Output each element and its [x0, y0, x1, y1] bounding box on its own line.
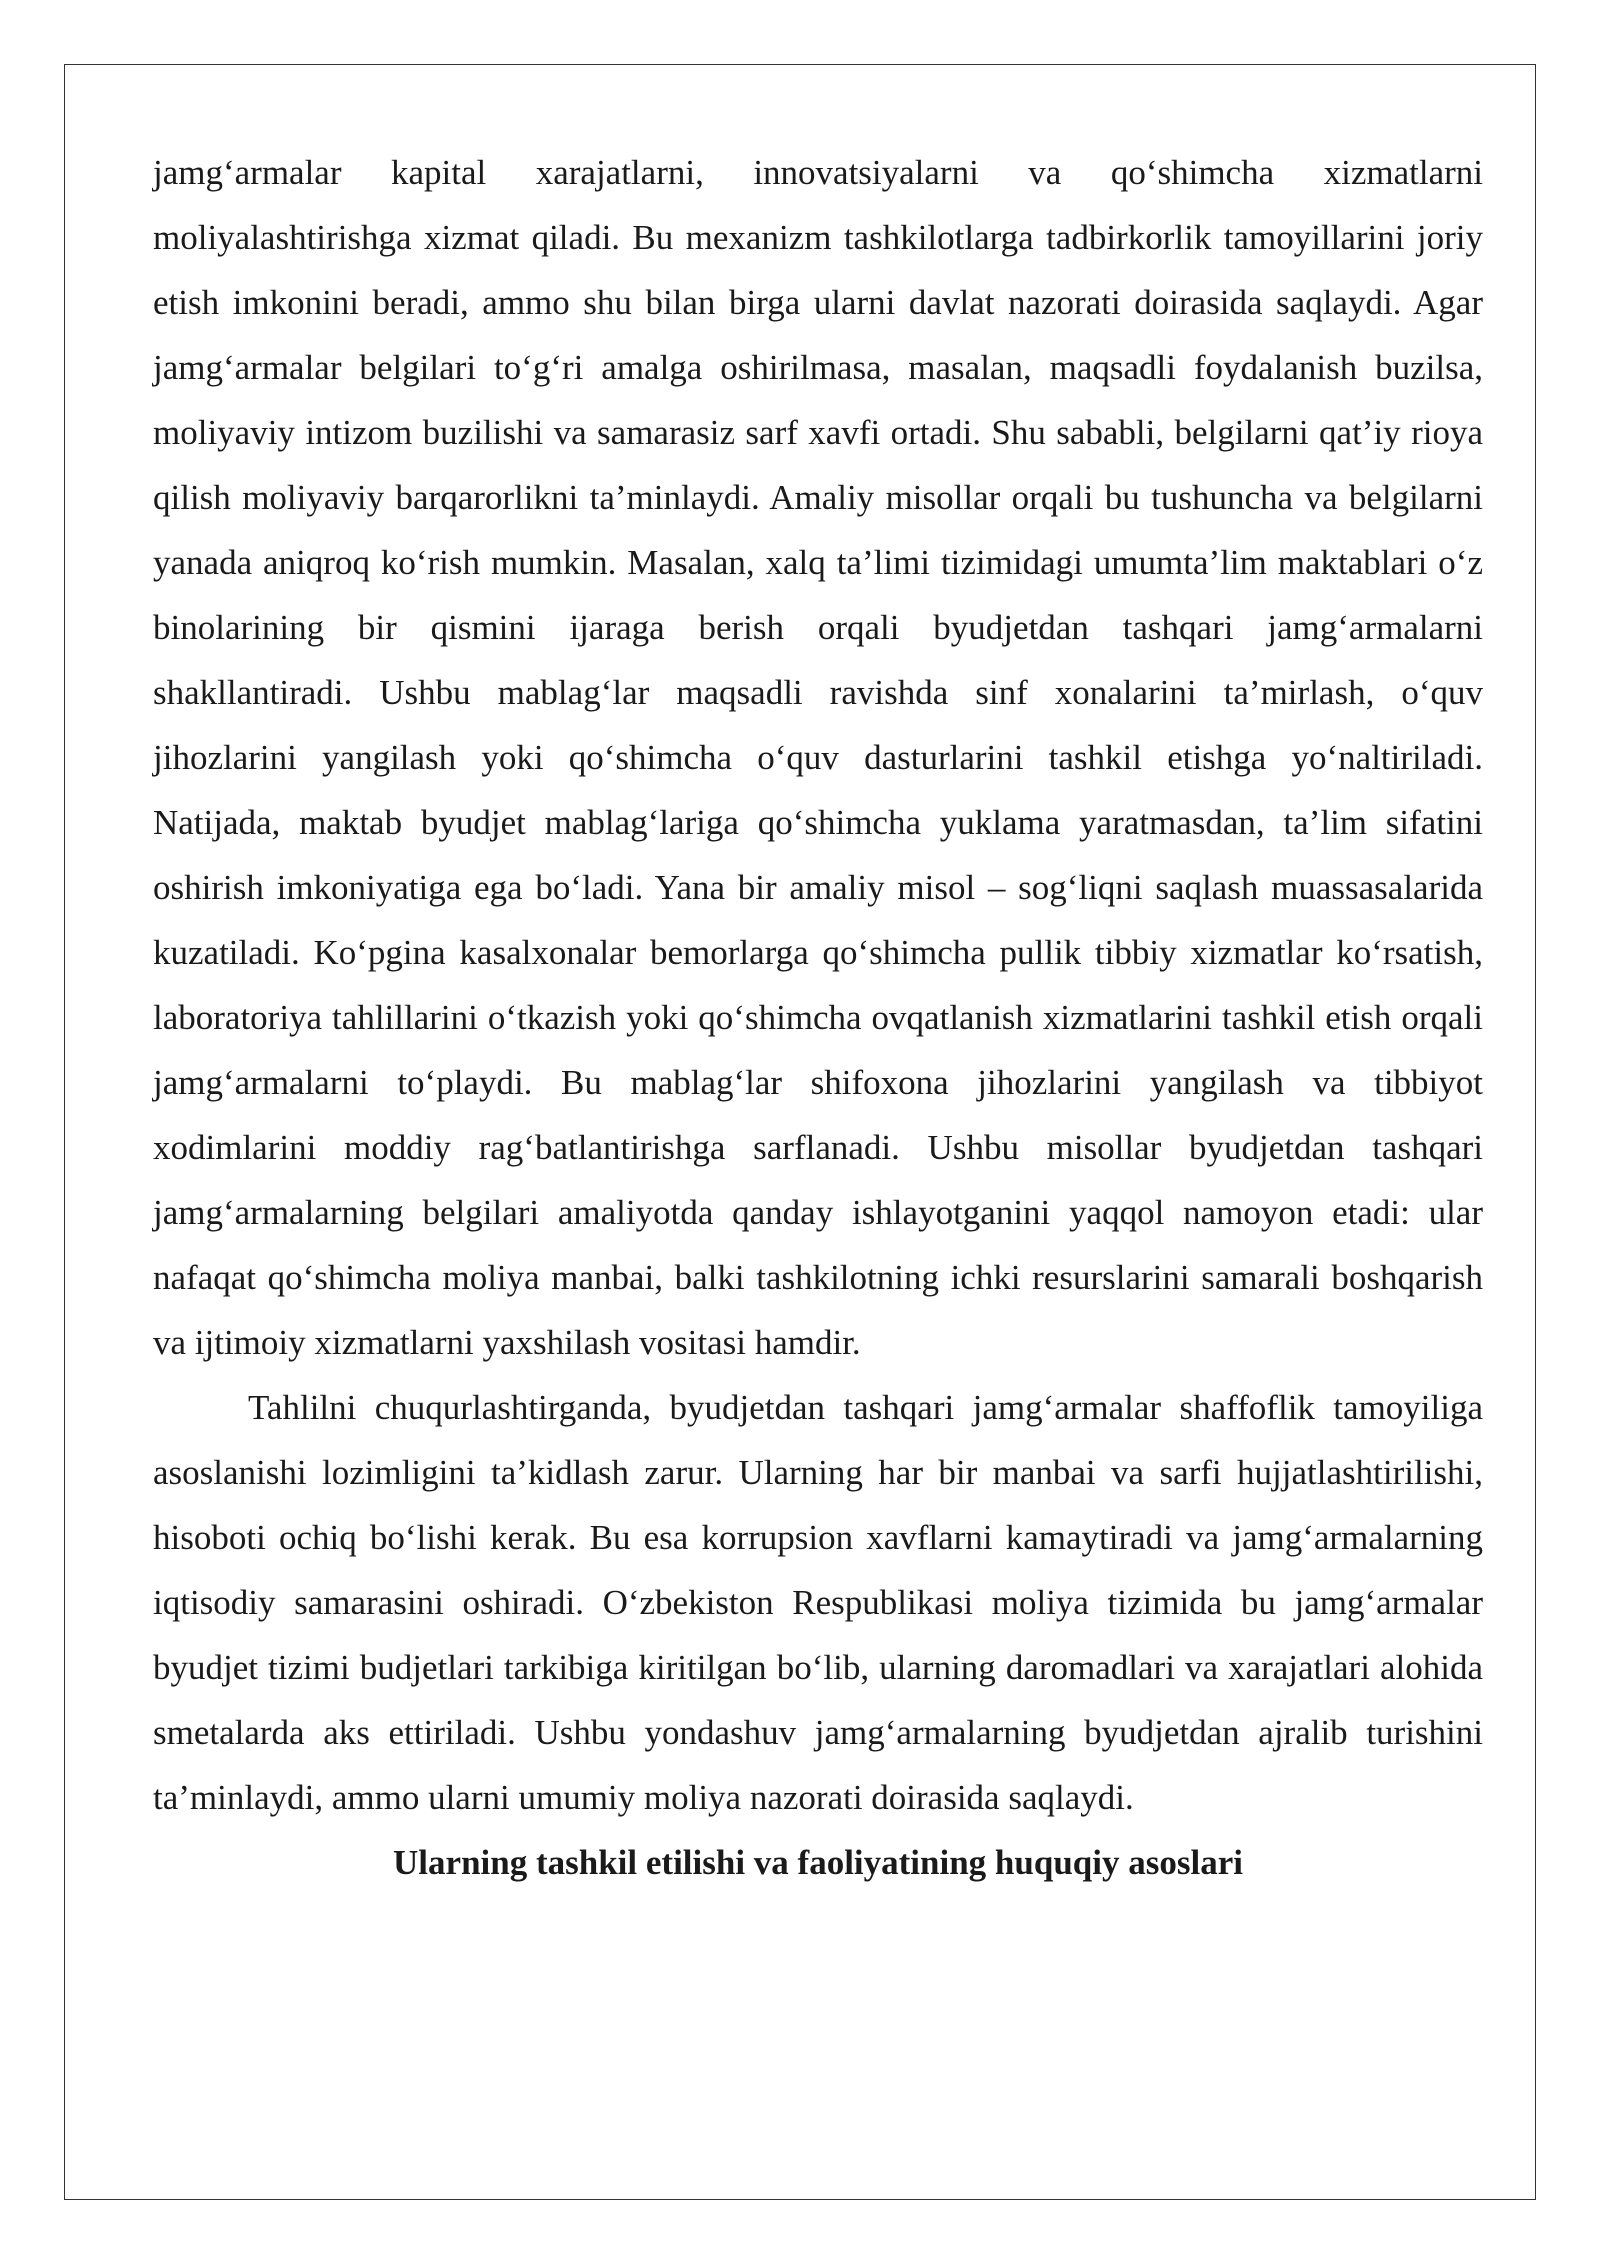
document-body — [153, 140, 1483, 1895]
paragraph-2: Tahlilni chuqurlashtirganda, byudjetdan tashqari jamg‘armalar shaffoflik tamoyiliga asoslanishi lozimligini ta’kidlash zarur. Ularning har bir manbai va sarfi hujjatlashtirilishi, hisoboti ochiq bo‘lishi kerak. Bu esa korrupsion xavflarni kamaytiradi va jamg‘armalarning iqtisodiy samarasini oshiradi. O‘zbekiston Respublikasi moliya tizimida bu jamg‘armalar byudjet tizimi budjetlari tarkibiga kiritilgan bo‘lib, ularning daromadlari va xarajatlari alohida smetalarda aks ettiriladi. Ushbu yondashuv jamg‘armalarning byudjetdan ajralib turishini ta’minlaydi, ammo ularni umumiy moliya nazorati doirasida saqlaydi. — [153, 1388, 1483, 1817]
paragraph-1: jamg‘armalar kapital xarajatlarni, innovatsiyalarni va qo‘shimcha xizmatlarni moliyalashtirishga xizmat qiladi. Bu mexanizm tashkilotlarga tadbirkorlik tamoyillarini joriy etish imkonini beradi, ammo shu bilan birga ularni davlat nazorati doirasida saqlaydi. Agar jamg‘armalar belgilari to‘g‘ri amalga oshirilmasa, masalan, maqsadli foydalanish buzilsa, moliyaviy intizom buzilishi va samarasiz sarf xavfi ortadi. Shu sababli, belgilarni qat’iy rioya qilish moliyaviy barqarorlikni ta’minlaydi. Amaliy misollar orqali bu tushuncha va belgilarni yanada aniqroq ko‘rish mumkin. Masalan, xalq ta’limi tizimidagi umumta’lim maktablari o‘z binolarining bir qismini ijaraga berish orqali byudjetdan tashqari jamg‘armalarni shakllantiradi. Ushbu mablag‘lar maqsadli ravishda sinf xonalarini ta’mirlash, o‘quv jihozlarini yangilash yoki qo‘shimcha o‘quv dasturlarini tashkil etishga yo‘naltiriladi. Natijada, maktab byudjet mablag‘lariga qo‘shimcha yuklama yaratmasdan, ta’lim sifatini oshirish imkoniyatiga ega bo‘ladi. Yana bir amaliy misol – sog‘liqni saqlash muassasalarida kuzatiladi. Ko‘pgina kasalxonalar bemorlarga qo‘shimcha pullik tibbiy xizmatlar ko‘rsatish, laboratoriya tahlillarini o‘tkazish yoki qo‘shimcha ovqatlanish xizmatlarini tashkil etish orqali jamg‘armalarni to‘playdi. Bu mablag‘lar shifoxona jihozlarini yangilash va tibbiyot xodimlarini moddiy rag‘batlantirishga sarflanadi. Ushbu misollar byudjetdan tashqari jamg‘armalarning belgilari amaliyotda qanday ishlayotganini yaqqol namoyon etadi: ular nafaqat qo‘shimcha moliya manbai, balki tashkilotning ichki resurslarini samarali boshqarish va ijtimoiy xizmatlarni yaxshilash vositasi hamdir. — [153, 153, 1483, 1362]
section-heading: Ularning tashkil etilishi va faoliyatining huquqiy asoslari — [393, 1843, 1243, 1882]
